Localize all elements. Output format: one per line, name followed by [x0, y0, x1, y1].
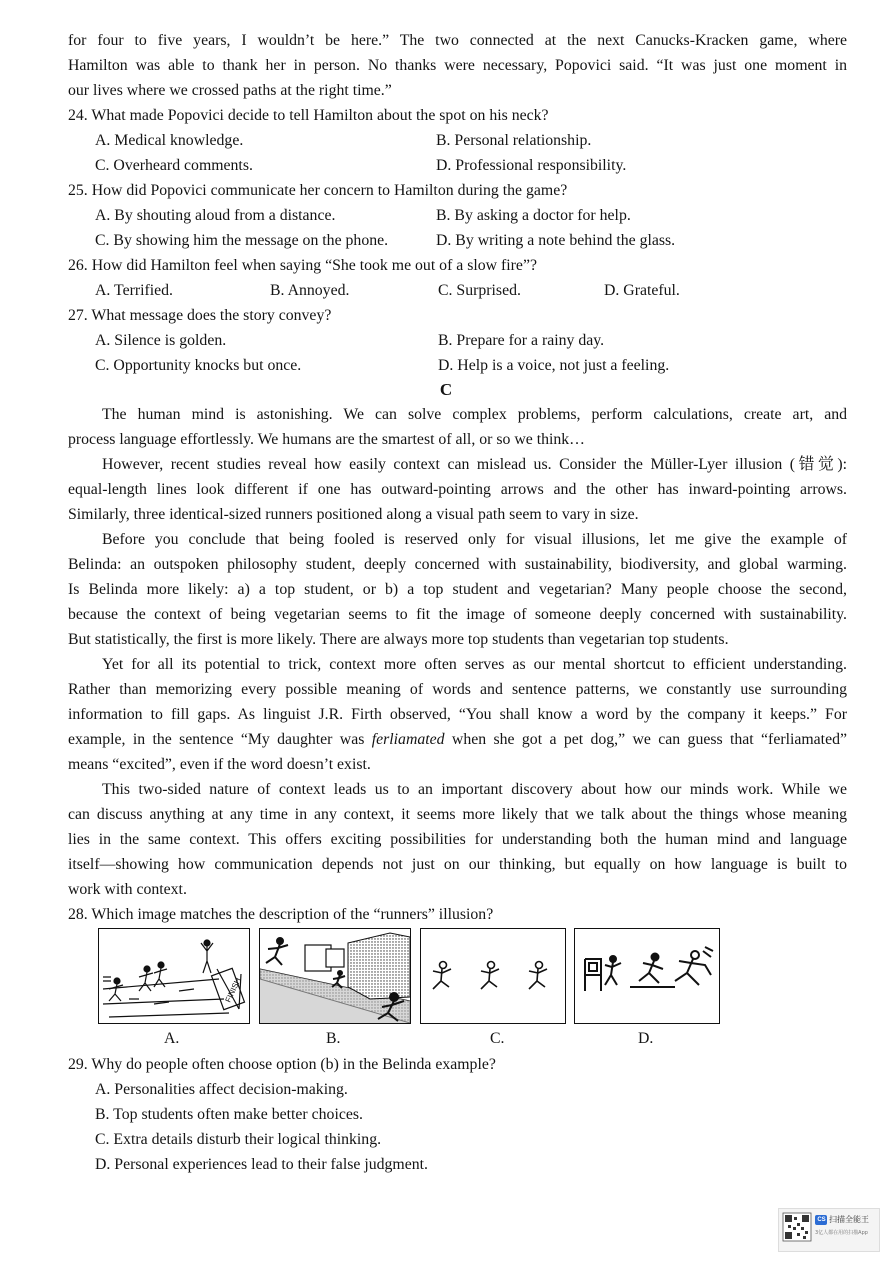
q25-option-d: D. By writing a note behind the glass.: [436, 232, 676, 249]
passage-line: information to fill gaps. As linguist J.R. Firth observed, “You shall know a word by the company it keeps.” For: [68, 706, 847, 723]
passage-line: can discuss anything at any time in any context, it seems more likely that we talk about the things whose meaning: [68, 806, 847, 823]
passage-line: The human mind is astonishing. We can solve complex problems, perform calculations, create art, and: [102, 406, 847, 423]
q27-option-c: C. Opportunity knocks but once.: [95, 357, 302, 374]
q24-option-b: B. Personal relationship.: [436, 132, 592, 149]
passage-line-example: [68, 727, 847, 752]
q27-option-d: D. Help is a voice, not just a feeling.: [438, 357, 670, 374]
question-25-stem: 25. How did Popovici communicate her concern to Hamilton during the game?: [68, 182, 568, 199]
passage-line: because the context of being vegetarian seems to fit the image of someone deeply concerned with sustainability.: [68, 606, 847, 623]
question-28-stem: 28. Which image matches the description of the “runners” illusion?: [68, 906, 494, 923]
question-26-stem: 26. How did Hamilton feel when saying “She took me out of a slow fire”?: [68, 257, 537, 274]
passage-line: for four to five years, I wouldn’t be here.” The two connected at the next Canucks-Kracken game, where: [68, 32, 847, 49]
passage-line: itself—showing how communication depends not just on our thinking, but equally on how language is built to: [68, 856, 847, 873]
corridor-runners-illustration: [260, 929, 410, 1023]
image-option-a: [98, 928, 250, 1024]
q29-option-b: B. Top students often make better choices.: [95, 1106, 363, 1123]
equal-runners-illustration: [421, 929, 565, 1023]
q26-option-a: A. Terrified.: [95, 282, 173, 299]
mixed-figures-illustration: [575, 929, 719, 1023]
q26-option-d: D. Grateful.: [604, 282, 680, 299]
passage-line: Is Belinda more likely: a) a top student, or b) a top student and vegetarian? Many people choose the second,: [68, 581, 847, 598]
question-29-stem: 29. Why do people often choose option (b) in the Belinda example?: [68, 1056, 496, 1073]
passage-line: means “excited”, even if the word doesn’t exist.: [68, 756, 371, 773]
passage-line: lies in the same context. This offers exciting possibilities for understanding both the human mind and language: [68, 831, 847, 848]
question-24-stem: 24. What made Popovici decide to tell Hamilton about the spot on his neck?: [68, 107, 549, 124]
q24-option-d: D. Professional responsibility.: [436, 157, 627, 174]
runners-finish-illustration: [99, 929, 249, 1023]
finish-label: FINISH: [223, 976, 243, 1004]
q25-option-b: B. By asking a doctor for help.: [436, 207, 631, 224]
watermark-title: 扫描全能王: [829, 1215, 869, 1224]
passage-line: Belinda: an outspoken philosophy student, deeply concerned with sustainability, biodiversity, and global warming.: [68, 556, 847, 573]
image-option-c: [420, 928, 566, 1024]
image-option-d: [574, 928, 720, 1024]
q25-option-c: C. By showing him the message on the phone.: [95, 232, 389, 249]
passage-line: Hamilton was able to thank her in person. No thanks were necessary, Popovici said. “It was just one moment in: [68, 57, 847, 74]
scanner-watermark: [778, 1208, 880, 1252]
example-word: ferliamated: [371, 731, 445, 748]
passage-line: Yet for all its potential to trick, context more often serves as our mental shortcut to efficient understanding.: [102, 656, 847, 673]
cs-logo-text: CS: [817, 1217, 826, 1223]
q27-option-b: B. Prepare for a rainy day.: [438, 332, 605, 349]
image-label-a: A.: [164, 1030, 180, 1047]
question-27-stem: 27. What message does the story convey?: [68, 307, 332, 324]
passage-line: Rather than memorizing every possible meaning of words and sentence patterns, we constantly use surrounding: [68, 681, 847, 698]
q24-option-a: A. Medical knowledge.: [95, 132, 244, 149]
section-heading-c: C: [439, 380, 453, 399]
image-option-b: [259, 928, 411, 1024]
passage-line: work with context.: [68, 881, 187, 898]
q27-option-a: A. Silence is golden.: [95, 332, 227, 349]
passage-line: process language effortlessly. We humans are the smartest of all, or so we think…: [68, 431, 585, 448]
q24-option-c: C. Overheard comments.: [95, 157, 253, 174]
passage-line: our lives where we crossed paths at the right time.”: [68, 82, 392, 99]
q25-option-a: A. By shouting aloud from a distance.: [95, 207, 336, 224]
example-pre: example, in the sentence “My daughter was: [68, 731, 372, 748]
passage-line: This two-sided nature of context leads us to an important discovery about how our minds work. While we: [102, 781, 847, 798]
q29-option-c: C. Extra details disturb their logical thinking.: [95, 1131, 382, 1148]
image-label-c: C.: [490, 1030, 505, 1047]
image-label-b: B.: [326, 1030, 341, 1047]
q29-option-a: A. Personalities affect decision-making.: [95, 1081, 348, 1098]
passage-line: Similarly, three identical-sized runners positioned along a visual path seem to vary in size.: [68, 506, 639, 523]
q26-option-b: B. Annoyed.: [270, 282, 350, 299]
image-label-d: D.: [638, 1030, 654, 1047]
q29-option-d: D. Personal experiences lead to their false judgment.: [95, 1156, 428, 1173]
watermark-subtitle: 3亿人都在用的扫描App: [815, 1230, 868, 1236]
passage-line: Before you conclude that being fooled is reserved only for visual illusions, let me give the example of: [102, 531, 847, 548]
q26-option-c: C. Surprised.: [438, 282, 521, 299]
passage-line: But statistically, the first is more likely. There are always more top students than vegetarian top students.: [68, 631, 729, 648]
passage-line: However, recent studies reveal how easily context can mislead us. Consider the Müller-Lyer illusion (错觉):: [102, 456, 847, 473]
example-post: when she got a pet dog,” we can guess that “ferliamated”: [444, 731, 847, 748]
passage-line: equal-length lines look different if one has outward-pointing arrows and the other has inward-pointing arrows.: [68, 481, 847, 498]
